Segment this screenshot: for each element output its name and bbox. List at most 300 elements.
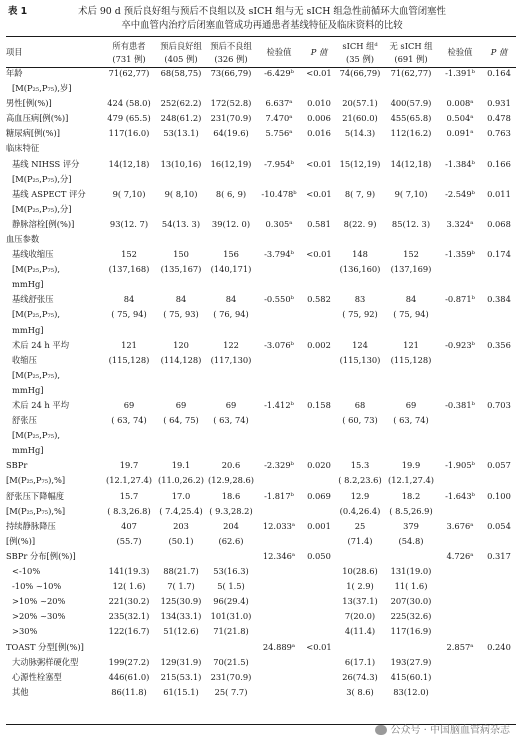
table-cell: 112(16.2) [390, 128, 432, 139]
table-cell [102, 428, 156, 443]
table-row [6, 458, 516, 473]
table-cell [438, 368, 482, 383]
table-row [6, 81, 516, 96]
table-cell [256, 594, 302, 609]
table-cell: 0.703 [487, 400, 511, 410]
table-cell: 231(70.9) [210, 671, 252, 682]
table-cell [302, 443, 336, 458]
row-label: [M(P₂₅,P₇₅),%] [6, 505, 66, 516]
row-label: 基线 NIHSS 评分 [12, 158, 80, 169]
table-cell: 8( 7, 9) [344, 188, 376, 199]
table-cell [102, 323, 156, 338]
table-body [6, 66, 516, 700]
row-label: >20% ~30% [12, 611, 66, 622]
table-cell [482, 564, 516, 579]
table-cell [102, 202, 156, 217]
table-cell [302, 383, 336, 398]
row-label: mmHg] [12, 445, 44, 456]
table-cell: 150 [173, 249, 189, 260]
table-cell: -1.359ᵇ [445, 249, 475, 260]
table-row [6, 368, 516, 383]
table-cell [206, 383, 256, 398]
table-row [6, 353, 516, 368]
row-label: [例(%)] [6, 535, 36, 546]
table-cell: (55.7) [116, 535, 142, 546]
table-row [6, 308, 516, 323]
table-cell: 121 [403, 339, 419, 350]
table-cell [156, 549, 206, 564]
table-cell: 204 [223, 520, 239, 531]
table-row [6, 247, 516, 262]
table-cell [336, 172, 384, 187]
table-cell [256, 609, 302, 624]
table-cell [206, 549, 256, 564]
table-cell [206, 172, 256, 187]
table-cell: 134(33.1) [160, 611, 202, 622]
table-cell [438, 428, 482, 443]
table-row [6, 474, 516, 489]
row-label: 高血压病[例(%)] [6, 113, 69, 124]
table-cell: 121 [121, 339, 137, 350]
table-cell: ( 63, 74) [213, 415, 249, 426]
table-cell: 0.504ᵃ [446, 113, 474, 124]
table-cell: 84 [123, 294, 135, 305]
table-cell [336, 640, 384, 655]
table-cell: 96(29.4) [213, 596, 249, 607]
row-label: [M(P₂₅,P₇₅),岁] [12, 83, 72, 94]
table-cell: 0.384 [487, 294, 511, 305]
table-cell: 203 [173, 520, 189, 531]
table-row [6, 609, 516, 624]
table-cell: 148 [352, 249, 368, 260]
table-cell [482, 141, 516, 156]
table-row [6, 232, 516, 247]
table-cell [482, 277, 516, 292]
top-rule [6, 36, 516, 37]
table-cell [256, 504, 302, 519]
table-cell: 86(11.8) [111, 686, 147, 697]
table-row [6, 66, 516, 81]
table-cell [302, 262, 336, 277]
table-cell [102, 172, 156, 187]
table-cell: -6.429ᵇ [264, 67, 294, 78]
table-cell [438, 685, 482, 700]
table-cell: 0.166 [487, 158, 511, 169]
table-cell: 120 [173, 339, 189, 350]
table-cell: 71(62,77) [390, 67, 432, 78]
row-label: -10% ~10% [12, 581, 62, 592]
table-cell: 70(21.5) [213, 656, 249, 667]
table-cell: 0.581 [307, 218, 331, 229]
table-cell: 101(31.0) [210, 611, 252, 622]
table-cell [102, 277, 156, 292]
table-cell [438, 172, 482, 187]
table-cell: 12.033ᵃ [262, 520, 296, 531]
table-cell: 84 [405, 294, 417, 305]
table-cell: 64(19.6) [213, 128, 249, 139]
comparison-table [6, 40, 516, 700]
table-cell [482, 504, 516, 519]
header-nosich: 无 sICH 组 [389, 40, 433, 51]
table-cell: 0.016 [307, 128, 331, 139]
table-cell: 122 [223, 339, 239, 350]
table-cell: 51(12.6) [163, 626, 199, 637]
table-cell: 39(12. 0) [211, 218, 251, 229]
row-label: [M(P₂₅,P₇₅),%] [6, 475, 66, 486]
table-cell: -1.643ᵇ [445, 490, 475, 501]
table-cell [482, 353, 516, 368]
table-cell [302, 670, 336, 685]
table-cell [438, 594, 482, 609]
table-cell [482, 670, 516, 685]
table-cell: ( 9.3,28.2) [209, 505, 253, 516]
table-cell: 68(58,75) [160, 67, 202, 78]
table-cell [336, 368, 384, 383]
table-cell [302, 277, 336, 292]
table-cell: 117(16.9) [390, 626, 432, 637]
table-cell [256, 428, 302, 443]
table-cell: 53(16.3) [213, 566, 249, 577]
table-cell [256, 443, 302, 458]
table-cell: 71(21.8) [213, 626, 249, 637]
table-cell: 479 (65.5) [107, 113, 151, 124]
table-cell: 0.174 [487, 249, 511, 260]
table-cell [482, 685, 516, 700]
header-test-1: 检验值 [266, 47, 292, 58]
table-cell: 446(61.0) [108, 671, 150, 682]
row-label: 基线收缩压 [12, 249, 54, 260]
table-cell [438, 262, 482, 277]
table-row [6, 549, 516, 564]
row-label: mmHg] [12, 279, 44, 290]
table-cell: 14(12,18) [108, 158, 150, 169]
table-row [6, 141, 516, 156]
table-cell [302, 564, 336, 579]
table-cell: 71(62,77) [108, 67, 150, 78]
table-cell: -0.923ᵇ [445, 339, 475, 350]
table-cell [438, 443, 482, 458]
table-cell: 25( 7.7) [214, 686, 248, 697]
table-cell: 69 [225, 400, 237, 410]
table-cell [206, 428, 256, 443]
table-cell: (117,130) [210, 354, 252, 365]
wechat-icon [375, 725, 387, 735]
row-label: mmHg] [12, 384, 44, 395]
table-cell: 69 [405, 400, 417, 410]
table-row [6, 126, 516, 141]
table-cell: 0.158 [307, 400, 331, 410]
table-cell [384, 443, 438, 458]
table-cell: 225(32.6) [390, 611, 432, 622]
table-cell [302, 685, 336, 700]
table-row [6, 489, 516, 504]
table-cell [482, 624, 516, 639]
table-cell [256, 579, 302, 594]
table-cell: 193(27.9) [390, 656, 432, 667]
table-row [6, 323, 516, 338]
row-label: SBPr [6, 460, 28, 471]
table-cell: 69 [175, 400, 187, 410]
table-cell: 13(37.1) [342, 596, 378, 607]
table-cell: (62.6) [218, 535, 244, 546]
table-cell: 131(19.0) [390, 566, 432, 577]
table-row [6, 534, 516, 549]
table-cell [256, 277, 302, 292]
table-cell: 252(62.2) [160, 98, 202, 109]
caption-line-2: 卒中血管内治疗后闭塞血管成功再通患者基线特征及临床资料的比较 [121, 20, 403, 31]
table-cell: 0.763 [487, 128, 511, 139]
table-cell [438, 609, 482, 624]
table-cell [302, 308, 336, 323]
table-cell: 141(19.3) [108, 566, 150, 577]
table-cell [438, 534, 482, 549]
row-label: [M(P₂₅,P₇₅), [12, 264, 60, 275]
row-label: 持续静脉降压 [6, 520, 56, 531]
table-cell: 68 [354, 400, 366, 410]
table-cell: 415(60.1) [390, 671, 432, 682]
table-cell: 24.889ᵃ [262, 641, 296, 652]
row-label: [M(P₂₅,P₇₅),分] [12, 203, 72, 214]
table-cell: 15.7 [119, 490, 139, 501]
table-cell: ( 64, 75) [163, 415, 199, 426]
table-cell: 9( 7,10) [394, 188, 428, 199]
row-label: [M(P₂₅,P₇₅), [12, 430, 60, 441]
table-cell [438, 141, 482, 156]
table-cell: 0.931 [487, 98, 511, 109]
table-cell [256, 474, 302, 489]
table-cell [336, 428, 384, 443]
table-cell [206, 141, 256, 156]
table-cell: 88(21.7) [163, 566, 199, 577]
table-cell [384, 323, 438, 338]
table-cell [102, 549, 156, 564]
table-cell [256, 564, 302, 579]
table-cell [102, 383, 156, 398]
table-cell: -2.329ᵇ [264, 460, 294, 471]
table-cell: ( 76, 94) [213, 309, 249, 320]
row-label: TOAST 分型[例(%)] [6, 641, 84, 652]
table-cell: 215(53.1) [160, 671, 202, 682]
table-cell [438, 670, 482, 685]
table-row [6, 277, 516, 292]
table-cell: -0.871ᵇ [445, 294, 475, 305]
table-cell [482, 443, 516, 458]
table-cell: 7(20.0) [344, 611, 376, 622]
header-sich-n: (35 例) [346, 53, 374, 64]
table-cell: 0.011 [487, 188, 511, 199]
table-cell: 0.305ᵃ [265, 218, 293, 229]
row-label: 血压参数 [6, 233, 40, 244]
table-cell: (54.8) [398, 535, 424, 546]
table-cell [336, 81, 384, 96]
table-cell [256, 202, 302, 217]
table-cell [256, 262, 302, 277]
table-cell: 0.068 [487, 218, 511, 229]
row-label: 临床特征 [6, 143, 40, 154]
table-cell: (115,130) [339, 354, 381, 365]
table-cell: 20(57.1) [342, 98, 378, 109]
table-cell [336, 232, 384, 247]
table-cell [302, 202, 336, 217]
table-cell [206, 202, 256, 217]
table-cell [256, 685, 302, 700]
row-label: >30% [12, 626, 38, 637]
table-cell: 129(31.9) [160, 656, 202, 667]
table-cell [438, 232, 482, 247]
row-label: 其他 [12, 686, 29, 697]
table-cell [302, 504, 336, 519]
table-cell [482, 368, 516, 383]
table-cell [438, 308, 482, 323]
table-cell: -10.478ᵇ [261, 188, 297, 199]
table-cell [482, 579, 516, 594]
table-cell [384, 232, 438, 247]
table-cell: -3.076ᵇ [264, 339, 294, 350]
table-cell: 10(28.6) [342, 566, 378, 577]
table-cell [302, 232, 336, 247]
table-cell [302, 413, 336, 428]
table-cell: (140,171) [210, 264, 252, 275]
table-cell [438, 474, 482, 489]
row-label: [M(P₂₅,P₇₅),分] [12, 173, 72, 184]
table-cell [482, 323, 516, 338]
table-cell: 0.002 [307, 339, 331, 350]
table-cell [384, 81, 438, 96]
table-cell: ( 75, 94) [393, 309, 429, 320]
row-label: 基线 ASPECT 评分 [12, 188, 86, 199]
table-cell [156, 428, 206, 443]
table-cell: 15.3 [350, 460, 370, 471]
table-row [6, 504, 516, 519]
table-cell [302, 609, 336, 624]
table-cell: 4(11.4) [344, 626, 376, 637]
table-cell [302, 353, 336, 368]
table-cell: 20.6 [221, 460, 241, 471]
table-cell: 53(13.1) [163, 128, 199, 139]
table-cell [302, 172, 336, 187]
table-cell: 3( 8.6) [346, 686, 374, 697]
header-good-n: (405 例) [164, 53, 198, 64]
header-poor: 预后不良组 [210, 40, 252, 51]
table-cell [102, 443, 156, 458]
header-p-1: P 值 [310, 47, 328, 58]
header-item: 项目 [6, 47, 23, 58]
table-cell: (136,160) [339, 264, 381, 275]
table-cell: 407 [121, 520, 137, 531]
table-cell: 0.069 [307, 490, 331, 501]
table-row [6, 338, 516, 353]
watermark [375, 721, 510, 736]
table-cell [206, 640, 256, 655]
row-label: 舒张压下降幅度 [6, 490, 65, 501]
table-cell [102, 232, 156, 247]
row-label: 大动脉粥样硬化型 [12, 656, 79, 667]
table-cell: 0.054 [487, 520, 511, 531]
table-cell: ( 8.5,26.9) [389, 505, 433, 516]
table-cell: 0.001 [307, 520, 331, 531]
table-cell: -7.954ᵇ [264, 158, 294, 169]
table-caption [8, 5, 516, 33]
table-cell [438, 202, 482, 217]
table-cell [336, 277, 384, 292]
table-cell: 6.637ᵃ [265, 98, 293, 109]
table-cell [256, 670, 302, 685]
table-cell [302, 655, 336, 670]
table-cell [384, 202, 438, 217]
table-cell [482, 413, 516, 428]
row-label: SBPr 分布[例(%)] [6, 550, 76, 561]
table-cell: (11.0,26.2) [157, 475, 205, 486]
table-cell: 379 [403, 520, 419, 531]
table-cell: 152 [121, 249, 137, 260]
table-cell: ( 75, 92) [342, 309, 378, 320]
table-cell [336, 443, 384, 458]
table-cell [302, 323, 336, 338]
table-cell [482, 202, 516, 217]
table-cell: 0.356 [487, 339, 511, 350]
table-cell [102, 141, 156, 156]
table-cell: 0.582 [307, 294, 331, 305]
table-cell: 0.164 [487, 67, 511, 78]
table-cell: 0.240 [487, 641, 511, 652]
table-cell [438, 413, 482, 428]
table-cell: ( 63, 74) [111, 415, 147, 426]
table-cell [256, 383, 302, 398]
table-cell [384, 640, 438, 655]
table-header [6, 40, 516, 66]
table-cell: -3.794ᵇ [264, 249, 294, 260]
row-label: 糖尿病[例(%)] [6, 128, 61, 139]
table-cell [302, 534, 336, 549]
table-cell: -1.905ᵇ [445, 460, 475, 471]
header-p-2: P 值 [490, 47, 508, 58]
table-cell: 3.324ᵃ [446, 218, 474, 229]
table-cell: 0.008ᵃ [446, 98, 474, 109]
table-cell [156, 383, 206, 398]
table-cell: -1.817ᵇ [264, 490, 294, 501]
table-cell [256, 655, 302, 670]
table-cell [438, 277, 482, 292]
table-row [6, 655, 516, 670]
table-cell [438, 655, 482, 670]
row-label: 心源性栓塞型 [12, 671, 62, 682]
table-row [6, 262, 516, 277]
table-cell: ( 75, 94) [111, 309, 147, 320]
table-cell: 9( 7,10) [112, 188, 146, 199]
table-cell: 12.346ᵃ [262, 550, 296, 561]
row-label: >10% ~20% [12, 596, 66, 607]
table-cell: (115,128) [390, 354, 432, 365]
row-label: 舒张压 [12, 415, 37, 426]
table-cell [256, 308, 302, 323]
table-cell: <0.01 [306, 188, 332, 199]
table-cell [384, 549, 438, 564]
table-row [6, 640, 516, 655]
table-cell: 83 [354, 294, 366, 305]
table-cell: 7( 1.7) [167, 581, 195, 592]
table-cell [336, 383, 384, 398]
table-cell [256, 323, 302, 338]
table-cell [438, 504, 482, 519]
table-cell: ( 8.3,26.8) [107, 505, 151, 516]
table-cell: 400(57.9) [390, 98, 432, 109]
caption-line-1: 术后 90 d 预后良好组与预后不良组以及 sICH 组与无 sICH 组急性前循环大血管闭塞性 [78, 6, 446, 17]
table-cell [302, 474, 336, 489]
row-label: 术后 24 h 平均 [12, 339, 70, 350]
table-cell [256, 413, 302, 428]
table-row [6, 428, 516, 443]
table-cell [336, 549, 384, 564]
